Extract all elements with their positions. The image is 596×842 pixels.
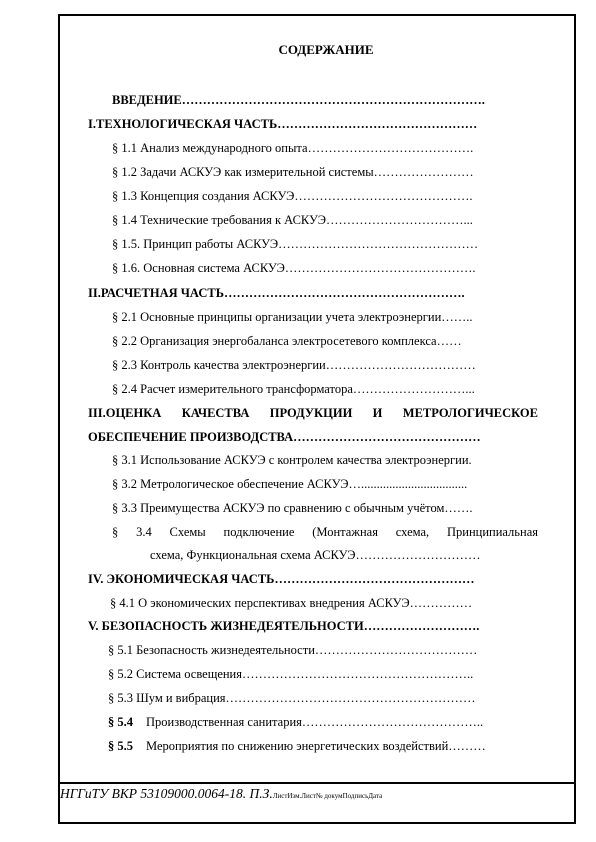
page-title: СОДЕРЖАНИЕ: [278, 42, 374, 57]
toc-entry-number: § 5.4: [108, 715, 133, 729]
toc-entry: § 1.3 Концепция создания АСКУЭ…………………………………….: [112, 189, 473, 203]
document-code: НГГиТУ ВКР 53109000.0064-18. П.З.: [60, 786, 273, 801]
toc-entry: § 3.1 Использование АСКУЭ с контролем качества электроэнергии.: [112, 453, 472, 467]
toc-entry: § 2.2 Организация энергобаланса электросетевого комплекса……: [112, 334, 462, 348]
toc-entry: § 1.2 Задачи АСКУЭ как измерительной системы……………………: [112, 165, 474, 179]
toc-entry: схема, Функциональная схема АСКУЭ…………………………: [150, 548, 481, 562]
toc-entry: II.РАСЧЕТНАЯ ЧАСТЬ………………………………………………….: [88, 286, 465, 300]
toc-entry: § 5.1 Безопасность жизнедеятельности…………………………………: [108, 643, 478, 657]
toc-entry: § 3.4 Схемы подключение (Монтажная схема, Принципиальная: [112, 525, 538, 539]
toc-entry: Производственная санитария……………………………………..: [146, 715, 484, 729]
toc-entry: § 1.4 Технические требования к АСКУЭ……………………………...: [112, 213, 473, 227]
toc-entry: Мероприятия по снижению энергетических воздействий………: [146, 739, 486, 753]
stamp-footer: [60, 786, 382, 804]
toc-entry: § 2.4 Расчет измерительного трансформатора………………………...: [112, 382, 475, 396]
toc-entry: § 5.2 Система освещения………………………………………………..: [108, 667, 474, 681]
toc-entry: § 2.1 Основные принципы организации учета электроэнергии……..: [112, 310, 473, 324]
toc-entry: § 1.5. Принцип работы АСКУЭ…………………………………………: [112, 237, 479, 251]
stamp-labels: ЛистИзм.Лист№ докумПодписьДата: [272, 792, 383, 800]
toc-entry: ОБЕСПЕЧЕНИЕ ПРОИЗВОДСТВА………………………………………: [88, 430, 481, 444]
toc-entry: III.ОЦЕНКА КАЧЕСТВА ПРОДУКЦИИ И МЕТРОЛОГИЧЕСКОЕ: [88, 406, 538, 420]
toc-entry-number: § 5.5: [108, 739, 133, 753]
toc-entry: § 3.2 Метрологическое обеспечение АСКУЭ…..................................: [112, 477, 468, 491]
toc-entry: § 4.1 О экономических перспективах внедрения АСКУЭ……………: [110, 596, 473, 610]
toc-entry: § 1.6. Основная система АСКУЭ……………………………………….: [112, 261, 476, 275]
toc-entry: V. БЕЗОПАСНОСТЬ ЖИЗНЕДЕЯТЕЛЬНОСТИ……………………….: [88, 619, 480, 633]
toc-entry: § 1.1 Анализ международного опыта………………………………….: [112, 141, 474, 155]
toc-entry: IV. ЭКОНОМИЧЕСКАЯ ЧАСТЬ…………………………………………: [88, 572, 475, 586]
toc-entry: § 3.3 Преимущества АСКУЭ по сравнению с обычным учётом…….: [112, 501, 473, 515]
toc-entry: § 5.3 Шум и вибрация……………………………………………………: [108, 691, 476, 705]
toc-entry: ВВЕДЕНИЕ……………………………………………………………….: [112, 93, 485, 107]
toc-entry: § 2.3 Контроль качества электроэнергии………………………………: [112, 358, 476, 372]
stamp-separator: [58, 782, 576, 784]
toc-entry: I.ТЕХНОЛОГИЧЕСКАЯ ЧАСТЬ…………………………………………: [88, 117, 478, 131]
